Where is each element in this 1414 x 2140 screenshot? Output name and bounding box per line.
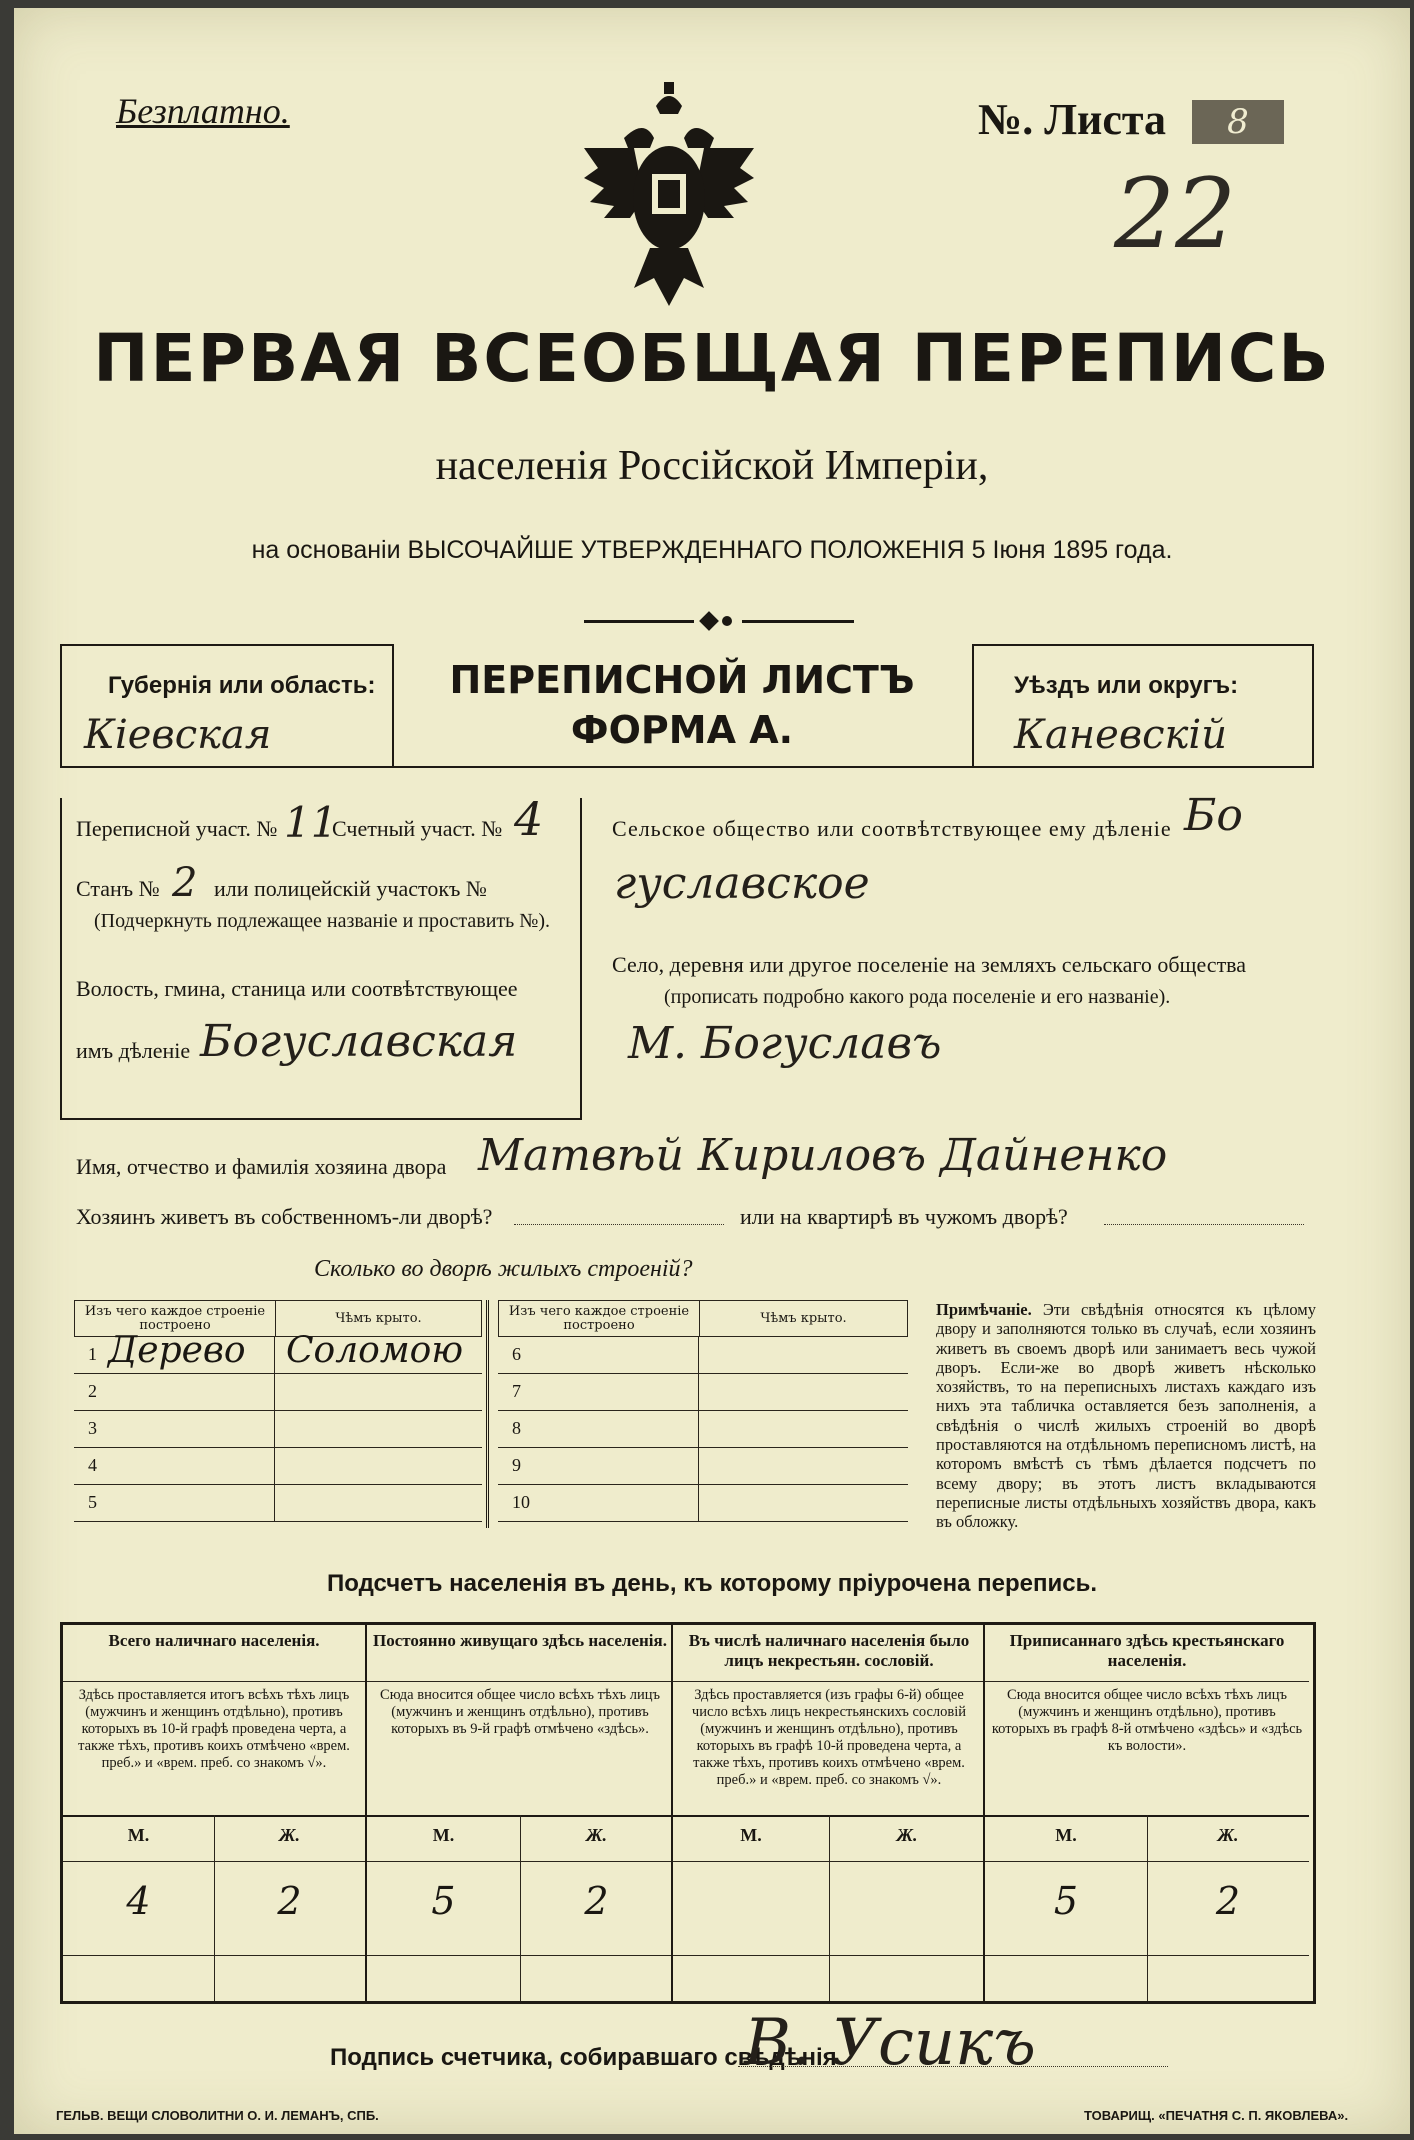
population-column — [63, 1625, 365, 2001]
form-title: ПЕРЕПИСНОЙ ЛИСТЪ — [449, 658, 915, 702]
male-count: 5 — [1053, 1879, 1079, 1923]
signature-value: В. Усикъ — [744, 2006, 1036, 2080]
row-number: 4 — [88, 1455, 97, 1475]
population-heading: Подсчетъ населенія въ день, къ которому пріурочена перепись. — [327, 1570, 1097, 1597]
owner-name-value: Матвѣй Кириловъ Дайненко — [478, 1130, 1168, 1181]
buildings-question: Сколько во дворѣ жилыхъ строеній? — [314, 1256, 693, 1282]
row-number: 8 — [512, 1418, 521, 1438]
col-built-header: Изъ чего каждое строеніе построено — [75, 1301, 276, 1337]
imperial-eagle-emblem — [584, 78, 754, 308]
gubernia-value: Кіевская — [84, 712, 272, 758]
population-column — [983, 1625, 1309, 2001]
column-description: Сюда вносится общее число всѣхъ тѣхъ лицъ (мужчинъ и женщинъ отдѣльно), противъ которыхъ въ графѣ 8-й отмѣчено «здѣсь» и «здѣсь къ волости». — [991, 1687, 1303, 1754]
signature-label: Подпись счетчика, собиравшаго свѣдѣнія — [330, 2044, 837, 2071]
sheet-number-value: 8 — [1192, 100, 1284, 144]
col-roof-header: Чѣмъ крыто. — [700, 1301, 908, 1337]
volost-value: Богуславская — [200, 1016, 518, 1067]
rule — [60, 766, 1314, 768]
rule — [60, 644, 62, 768]
rule — [60, 1118, 580, 1120]
uezd-label: Уѣздъ или округъ: — [1014, 672, 1239, 699]
row-number: 2 — [88, 1381, 97, 1401]
settlement-label: Село, деревня или другое поселеніе на земляхъ сельскаго общества — [612, 952, 1247, 977]
male-count: 5 — [431, 1879, 456, 1923]
village-society-value-2: гуславское — [614, 858, 870, 909]
owner-name-label: Имя, отчество и фамилія хозяина двора — [76, 1154, 447, 1179]
column-description: Здѣсь проставляется (изъ графы 6-й) общее число всѣхъ лицъ некрестьянскихъ сословій (мужчинъ и женщинъ отдѣльно), противъ которыхъ въ графѣ 10-й проведена черта, а также тѣхъ, противъ коихъ отмѣчено «врем. преб.» и «врем. преб. со знакомъ √». — [691, 1687, 967, 1788]
population-column — [365, 1625, 673, 2001]
own-yard-label: Хозяинъ живетъ въ собственномъ-ли дворѣ? — [76, 1204, 493, 1229]
male-header: М. — [1055, 1825, 1077, 1845]
printer-right: ТОВАРИЩ. «ПЕЧАТНЯ С. П. ЯКОВЛЕВА». — [1084, 2108, 1349, 2123]
roof-value: Соломою — [286, 1330, 464, 1371]
settlement-value: М. Богуславъ — [628, 1018, 942, 1069]
rule — [1312, 644, 1314, 768]
stan-note: (Подчеркнуть подлежащее названіе и проставить №). — [94, 910, 550, 932]
building-row — [74, 1373, 482, 1411]
column-title: Въ числѣ наличнаго населенія было лицъ некрестьян. сословій. — [688, 1631, 970, 1670]
building-row — [74, 1410, 482, 1448]
row-number: 1 — [88, 1344, 97, 1364]
male-header: М. — [127, 1825, 150, 1845]
row-number: 10 — [512, 1492, 530, 1512]
column-description: Сюда вносится общее число всѣхъ тѣхъ лицъ (мужчинъ и женщинъ отдѣльно), противъ которыхъ въ 9-й графѣ отмѣчено «здѣсь». — [380, 1687, 660, 1737]
page-subtitle: населенія Россійской Имперіи, — [435, 443, 989, 489]
female-header: Ж. — [1217, 1825, 1239, 1845]
female-count: 2 — [1215, 1879, 1241, 1923]
rule — [60, 798, 62, 1120]
female-count: 2 — [584, 1879, 609, 1923]
sheet-number-label: №. Листа — [978, 95, 1167, 144]
column-title: Приписаннаго здѣсь крестьянскаго населенія. — [1009, 1631, 1285, 1670]
count-section-value: 4 — [514, 792, 544, 846]
volost-label-2: имъ дѣленіе — [76, 1038, 191, 1063]
male-header: М. — [432, 1825, 455, 1845]
count-section-label: Счетный участ. № — [332, 816, 503, 841]
row-number: 6 — [512, 1344, 521, 1364]
building-row — [74, 1484, 482, 1522]
ornament-divider — [584, 614, 854, 628]
free-label: Безплатно. — [116, 91, 290, 131]
stan-label: Станъ № — [76, 876, 160, 901]
note-block — [936, 1300, 1316, 1532]
rule — [580, 798, 582, 1120]
building-row — [498, 1373, 908, 1411]
row-number: 9 — [512, 1455, 521, 1475]
rule — [486, 1300, 489, 1528]
building-row — [74, 1330, 482, 1374]
building-row — [498, 1336, 908, 1374]
note-title: Примѣчаніе. — [936, 1300, 1032, 1319]
female-count: 2 — [277, 1879, 302, 1923]
col-built-header: Изъ чего каждое строеніе построено — [499, 1301, 700, 1337]
census-sheet — [14, 8, 1410, 2134]
stan-value: 2 — [172, 860, 198, 906]
buildings-table-right — [498, 1300, 908, 1337]
corner-mark: 22 — [1114, 158, 1237, 270]
rule — [972, 644, 1314, 646]
form-type: ФОРМА А. — [570, 708, 794, 752]
uezd-value: Каневскій — [1014, 712, 1227, 758]
census-section-value: 11 — [284, 798, 338, 847]
built-value: Дерево — [108, 1330, 246, 1371]
male-header: М. — [740, 1825, 762, 1845]
building-row — [498, 1484, 908, 1522]
rule — [1104, 1224, 1304, 1225]
stan-suffix: или полицейскій участокъ № — [214, 876, 487, 901]
gubernia-label: Губернія или область: — [108, 672, 376, 699]
legal-basis: на основаніи ВЫСОЧАЙШЕ УТВЕРЖДЕННАГО ПОЛОЖЕНІЯ 5 Іюня 1895 года. — [251, 536, 1173, 564]
printer-left: ГЕЛЬВ. ВЕЩИ СЛОВОЛИТНИ О. И. ЛЕМАНЪ, СПБ. — [56, 2108, 379, 2123]
volost-label-1: Волость, гмина, станица или соотвѣтствующее — [76, 976, 518, 1001]
village-society-label: Сельское общество или соотвѣтствующее ему дѣленіе — [612, 816, 1172, 841]
row-number: 5 — [88, 1492, 97, 1512]
col-roof-header: Чѣмъ крыто. — [276, 1301, 482, 1337]
page-title: ПЕРВАЯ ВСЕОБЩАЯ ПЕРЕПИСЬ — [93, 320, 1331, 397]
female-header: Ж. — [585, 1825, 608, 1845]
male-count: 4 — [126, 1879, 151, 1923]
row-number: 3 — [88, 1418, 97, 1438]
building-row — [498, 1447, 908, 1485]
female-header: Ж. — [896, 1825, 918, 1845]
census-section-label: Переписной участ. № — [76, 816, 278, 841]
village-society-value-1: Бо — [1184, 790, 1243, 841]
row-number: 7 — [512, 1381, 521, 1401]
column-title: Всего наличнаго населенія. — [108, 1631, 320, 1650]
rule — [972, 644, 974, 768]
rule — [514, 1224, 724, 1225]
rented-label: или на квартирѣ въ чужомъ дворѣ? — [740, 1204, 1068, 1229]
population-table — [60, 1622, 1316, 2004]
column-description: Здѣсь проставляется итогъ всѣхъ тѣхъ лицъ (мужчинъ и женщинъ отдѣльно), противъ которыхъ въ 10-й графѣ проведена черта, а также тѣхъ, противъ коихъ отмѣчено «врем. преб.» и «врем. преб. со знакомъ √». — [78, 1687, 350, 1771]
column-title: Постоянно живущаго здѣсь населенія. — [373, 1631, 667, 1650]
building-row — [498, 1410, 908, 1448]
rule — [60, 644, 392, 646]
settlement-note: (прописать подробно какого рода поселеніе и его названіе). — [664, 986, 1171, 1008]
note-text: Эти свѣдѣнія относятся къ цѣлому двору и заполняются только въ случаѣ, если хозяинъ живетъ въ своемъ дворѣ или занимаетъ весь чужой дворъ. Если-же во дворѣ живетъ нѣсколько хозяйствъ, то на переписныхъ листахъ каждаго изъ нихъ эта табличка оставляется безъ заполненія, а свѣдѣнія о числѣ жилыхъ строеній во дворѣ проставляются на отдѣльномъ переписномъ листѣ, на которомъ вмѣстѣ съ тѣмъ дѣлается подсчетъ по всему двору; въ этотъ листъ вкладываются переписные листы отдѣльныхъ хозяйствъ двора, какъ въ обложку. — [936, 1300, 1316, 1532]
building-row — [74, 1447, 482, 1485]
female-header: Ж. — [278, 1825, 301, 1845]
population-column — [671, 1625, 985, 2001]
